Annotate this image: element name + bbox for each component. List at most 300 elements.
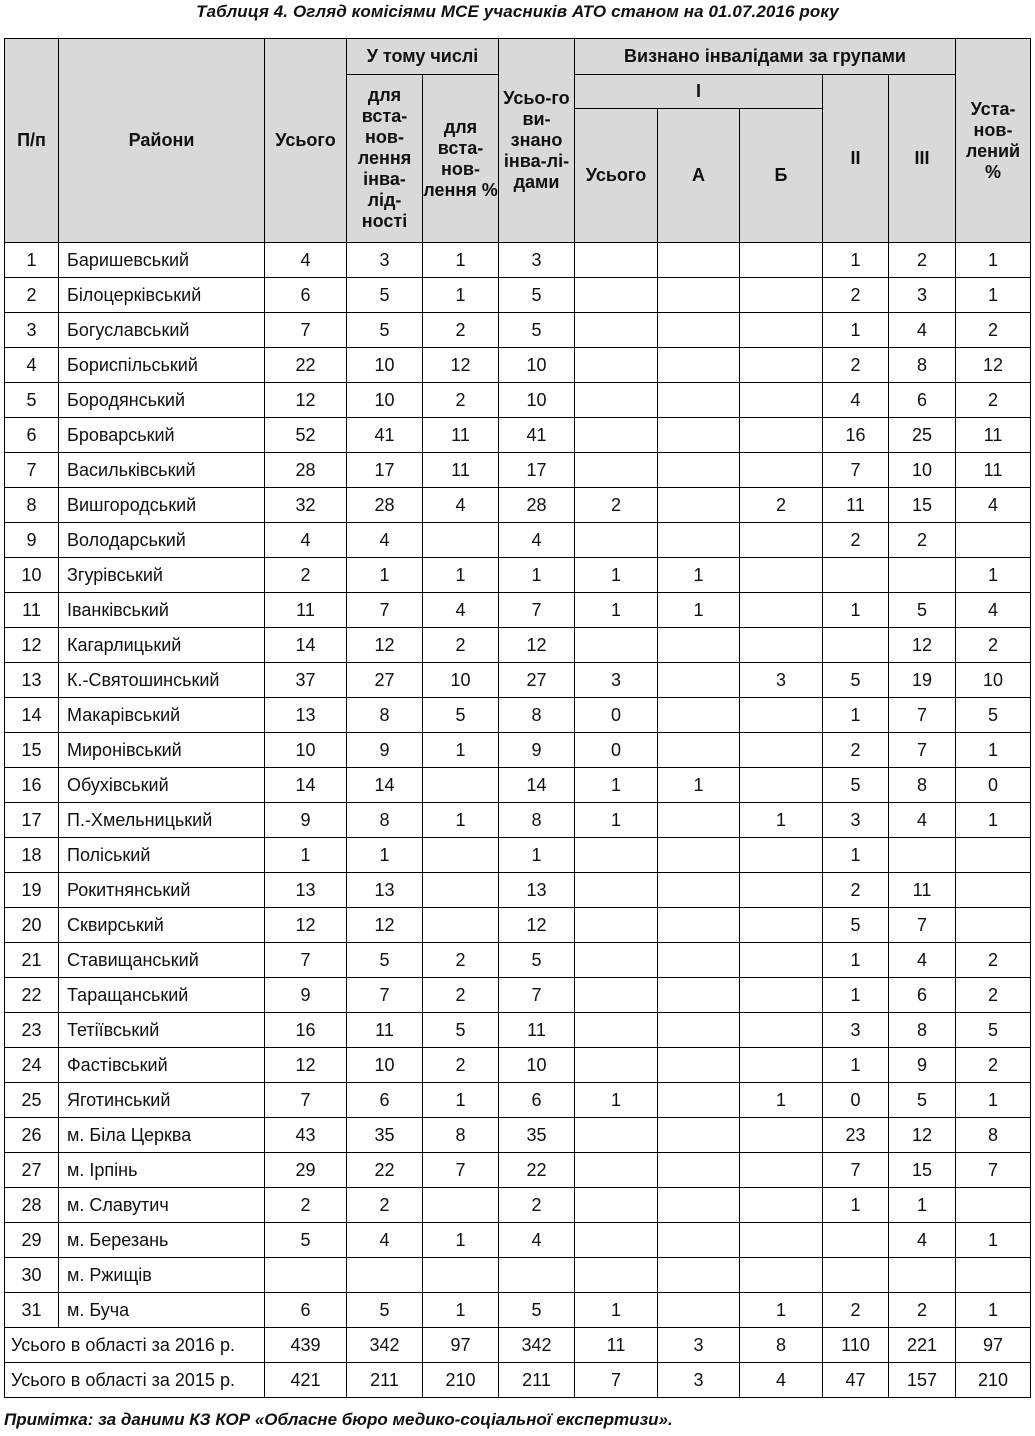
- table-cell: 7: [499, 978, 575, 1013]
- table-cell: [658, 943, 740, 978]
- table-cell: 41: [347, 418, 423, 453]
- table-cell: 15: [889, 488, 956, 523]
- table-cell: [823, 628, 889, 663]
- table-cell: [740, 733, 823, 768]
- table-cell: [575, 908, 658, 943]
- table-cell: [658, 803, 740, 838]
- table-cell: [956, 908, 1031, 943]
- table-cell: 37: [265, 663, 347, 698]
- table-cell: 2: [347, 1188, 423, 1223]
- table-cell: 7: [823, 453, 889, 488]
- row-number: 15: [5, 733, 59, 768]
- table-cell: 4: [347, 1223, 423, 1258]
- district-name: Згурівський: [59, 558, 265, 593]
- table-cell: 10: [499, 348, 575, 383]
- table-cell: 10: [889, 453, 956, 488]
- table-cell: [956, 873, 1031, 908]
- table-cell: [740, 313, 823, 348]
- table-cell: 17: [499, 453, 575, 488]
- table-row: [5, 243, 1031, 278]
- table-caption: Таблиця 4. Огляд комісіями МСЕ учасників АТО станом на 01.07.2016 року: [196, 2, 839, 21]
- table-cell: 27: [499, 663, 575, 698]
- table-row: [5, 1258, 1031, 1293]
- table-cell: [575, 1013, 658, 1048]
- table-cell: [658, 523, 740, 558]
- table-cell: [575, 1258, 658, 1293]
- row-number: 1: [5, 243, 59, 278]
- district-name: Поліський: [59, 838, 265, 873]
- table-cell: [658, 1048, 740, 1083]
- table-row: [5, 418, 1031, 453]
- header-recognized: Усьо-го ви-знано інва-лі-дами: [499, 39, 575, 243]
- table-cell: [658, 453, 740, 488]
- table-cell: 12: [423, 348, 499, 383]
- table-cell: 4: [889, 313, 956, 348]
- table-cell: [658, 663, 740, 698]
- table-cell: 4: [889, 803, 956, 838]
- table-cell: 1: [423, 558, 499, 593]
- table-row: [5, 1223, 1031, 1258]
- table-cell: 8: [347, 803, 423, 838]
- table-cell: 28: [265, 453, 347, 488]
- table-cell: 1: [740, 803, 823, 838]
- table-cell: 10: [265, 733, 347, 768]
- header-established-pct: Уста-нов-лений %: [956, 39, 1031, 243]
- table-cell: 7: [575, 1363, 658, 1398]
- table-cell: 97: [956, 1328, 1031, 1363]
- header-group-1: I: [575, 75, 823, 109]
- table-cell: 1: [956, 1223, 1031, 1258]
- table-cell: 5: [956, 1013, 1031, 1048]
- table-cell: 5: [347, 313, 423, 348]
- table-cell: [740, 978, 823, 1013]
- table-cell: 97: [423, 1328, 499, 1363]
- row-number: 23: [5, 1013, 59, 1048]
- table-cell: 2: [423, 943, 499, 978]
- row-number: 6: [5, 418, 59, 453]
- row-number: 14: [5, 698, 59, 733]
- header-group-1-total: Усього: [575, 109, 658, 243]
- table-cell: 16: [265, 1013, 347, 1048]
- table-cell: [658, 243, 740, 278]
- table-cell: [740, 453, 823, 488]
- table-cell: 23: [823, 1118, 889, 1153]
- table-cell: 1: [499, 838, 575, 873]
- table-cell: 1: [740, 1083, 823, 1118]
- table-cell: [265, 1258, 347, 1293]
- table-cell: 5: [823, 663, 889, 698]
- table-cell: 1: [889, 1188, 956, 1223]
- row-number: 17: [5, 803, 59, 838]
- row-number: 10: [5, 558, 59, 593]
- row-number: 26: [5, 1118, 59, 1153]
- table-cell: [658, 1258, 740, 1293]
- table-cell: [423, 908, 499, 943]
- table-cell: 6: [499, 1083, 575, 1118]
- table-cell: 1: [658, 593, 740, 628]
- table-cell: 13: [499, 873, 575, 908]
- totals-row: [5, 1363, 1031, 1398]
- table-cell: [658, 908, 740, 943]
- row-number: 25: [5, 1083, 59, 1118]
- table-cell: 35: [347, 1118, 423, 1153]
- table-cell: 2: [823, 873, 889, 908]
- table-cell: 4: [265, 523, 347, 558]
- table-cell: 27: [347, 663, 423, 698]
- table-cell: 1: [423, 278, 499, 313]
- table-cell: [740, 523, 823, 558]
- table-cell: [575, 278, 658, 313]
- table-cell: [575, 1153, 658, 1188]
- table-cell: 52: [265, 418, 347, 453]
- table-cell: 4: [499, 1223, 575, 1258]
- table-row: [5, 1153, 1031, 1188]
- table-cell: 1: [956, 803, 1031, 838]
- header-for-disability: для вста-нов-лення інва-лід-ності: [347, 75, 423, 243]
- table-row: [5, 1048, 1031, 1083]
- table-cell: [423, 838, 499, 873]
- table-cell: 7: [889, 698, 956, 733]
- table-cell: 4: [423, 593, 499, 628]
- table-cell: 13: [347, 873, 423, 908]
- district-name: Баришевський: [59, 243, 265, 278]
- header-group-1-a: А: [658, 109, 740, 243]
- table-cell: 5: [423, 698, 499, 733]
- table-cell: 12: [889, 628, 956, 663]
- table-cell: 2: [423, 1048, 499, 1083]
- table-row: [5, 663, 1031, 698]
- table-cell: [423, 873, 499, 908]
- table-cell: 2: [423, 383, 499, 418]
- header-group-2: II: [823, 75, 889, 243]
- table-cell: 14: [265, 628, 347, 663]
- table-cell: 1: [575, 803, 658, 838]
- header-total: Усього: [265, 39, 347, 243]
- table-cell: 211: [499, 1363, 575, 1398]
- table-cell: 9: [499, 733, 575, 768]
- table-cell: 2: [423, 628, 499, 663]
- table-cell: [740, 698, 823, 733]
- table-cell: 5: [499, 313, 575, 348]
- table-cell: [658, 978, 740, 1013]
- table-cell: 5: [265, 1223, 347, 1258]
- table-cell: 2: [889, 243, 956, 278]
- district-name: Володарський: [59, 523, 265, 558]
- table-cell: [823, 1223, 889, 1258]
- table-cell: 0: [823, 1083, 889, 1118]
- table-cell: [889, 558, 956, 593]
- table-cell: 12: [499, 908, 575, 943]
- table-cell: [575, 243, 658, 278]
- table-cell: 1: [575, 558, 658, 593]
- table-cell: 1: [823, 313, 889, 348]
- table-cell: 29: [265, 1153, 347, 1188]
- table-cell: [658, 1223, 740, 1258]
- table-cell: 5: [823, 768, 889, 803]
- table-cell: [575, 348, 658, 383]
- table-row: [5, 873, 1031, 908]
- table-cell: [658, 1188, 740, 1223]
- table-cell: 221: [889, 1328, 956, 1363]
- table-cell: 10: [347, 1048, 423, 1083]
- table-cell: 3: [740, 663, 823, 698]
- table-cell: [347, 1258, 423, 1293]
- table-cell: 1: [575, 1083, 658, 1118]
- table-cell: 2: [956, 383, 1031, 418]
- table-cell: [575, 943, 658, 978]
- table-row: [5, 348, 1031, 383]
- header-group-3: III: [889, 75, 956, 243]
- table-cell: [658, 383, 740, 418]
- table-cell: 5: [423, 1013, 499, 1048]
- row-number: 24: [5, 1048, 59, 1083]
- table-cell: 12: [265, 383, 347, 418]
- totals-row: [5, 1328, 1031, 1363]
- table-cell: 4: [823, 383, 889, 418]
- table-cell: 9: [265, 978, 347, 1013]
- table-row: [5, 698, 1031, 733]
- table-cell: 1: [423, 243, 499, 278]
- table-cell: [658, 628, 740, 663]
- table-cell: 8: [347, 698, 423, 733]
- table-cell: [740, 558, 823, 593]
- ato-mse-table: [4, 38, 1031, 1398]
- district-name: Сквирський: [59, 908, 265, 943]
- table-cell: [658, 488, 740, 523]
- table-cell: 1: [956, 558, 1031, 593]
- table-cell: [889, 1258, 956, 1293]
- table-cell: 8: [740, 1328, 823, 1363]
- district-name: Кагарлицький: [59, 628, 265, 663]
- table-cell: 1: [956, 1293, 1031, 1328]
- table-cell: 35: [499, 1118, 575, 1153]
- table-cell: 211: [347, 1363, 423, 1398]
- table-cell: [740, 908, 823, 943]
- district-name: П.-Хмельницький: [59, 803, 265, 838]
- table-cell: [740, 628, 823, 663]
- table-cell: 9: [347, 733, 423, 768]
- table-cell: 7: [265, 313, 347, 348]
- table-cell: 0: [956, 768, 1031, 803]
- table-cell: [956, 1258, 1031, 1293]
- table-cell: 2: [499, 1188, 575, 1223]
- table-cell: [740, 278, 823, 313]
- row-number: 30: [5, 1258, 59, 1293]
- table-cell: 10: [423, 663, 499, 698]
- table-row: [5, 908, 1031, 943]
- table-cell: [658, 418, 740, 453]
- row-number: 29: [5, 1223, 59, 1258]
- table-cell: [956, 523, 1031, 558]
- table-cell: 4: [265, 243, 347, 278]
- table-cell: 7: [265, 943, 347, 978]
- table-cell: 12: [347, 628, 423, 663]
- row-number: 5: [5, 383, 59, 418]
- table-cell: 14: [499, 768, 575, 803]
- table-cell: 4: [347, 523, 423, 558]
- table-cell: 6: [889, 383, 956, 418]
- table-cell: 10: [499, 383, 575, 418]
- table-cell: [658, 348, 740, 383]
- row-number: 12: [5, 628, 59, 663]
- table-cell: [575, 1188, 658, 1223]
- table-cell: 1: [956, 278, 1031, 313]
- table-cell: [423, 1258, 499, 1293]
- table-cell: 2: [956, 1048, 1031, 1083]
- district-name: Броварський: [59, 418, 265, 453]
- table-cell: 157: [889, 1363, 956, 1398]
- table-cell: 1: [423, 803, 499, 838]
- table-cell: 11: [347, 1013, 423, 1048]
- table-cell: 43: [265, 1118, 347, 1153]
- table-cell: [740, 1188, 823, 1223]
- table-cell: 10: [499, 1048, 575, 1083]
- table-cell: [423, 523, 499, 558]
- row-number: 11: [5, 593, 59, 628]
- table-cell: 11: [499, 1013, 575, 1048]
- table-cell: 439: [265, 1328, 347, 1363]
- table-cell: [956, 1188, 1031, 1223]
- table-cell: [740, 243, 823, 278]
- district-name: К.-Святошинський: [59, 663, 265, 698]
- header-pp: П/п: [5, 39, 59, 243]
- table-cell: 342: [499, 1328, 575, 1363]
- table-cell: 6: [347, 1083, 423, 1118]
- table-cell: 7: [956, 1153, 1031, 1188]
- table-cell: 8: [499, 698, 575, 733]
- table-cell: 7: [347, 593, 423, 628]
- district-name: Макарівський: [59, 698, 265, 733]
- table-cell: 4: [423, 488, 499, 523]
- table-cell: 1: [740, 1293, 823, 1328]
- district-name: Бородянський: [59, 383, 265, 418]
- table-cell: 1: [823, 978, 889, 1013]
- table-cell: 1: [347, 838, 423, 873]
- table-cell: 5: [499, 1293, 575, 1328]
- table-cell: 1: [956, 243, 1031, 278]
- table-cell: [740, 348, 823, 383]
- table-cell: [889, 838, 956, 873]
- table-cell: 7: [499, 593, 575, 628]
- district-name: Обухівський: [59, 768, 265, 803]
- table-cell: [658, 733, 740, 768]
- table-cell: 421: [265, 1363, 347, 1398]
- table-cell: 1: [823, 698, 889, 733]
- table-cell: 12: [347, 908, 423, 943]
- table-row: [5, 1118, 1031, 1153]
- table-cell: [575, 453, 658, 488]
- row-number: 22: [5, 978, 59, 1013]
- table-cell: 210: [956, 1363, 1031, 1398]
- row-number: 28: [5, 1188, 59, 1223]
- table-row: [5, 1293, 1031, 1328]
- district-name: м. Біла Церква: [59, 1118, 265, 1153]
- district-name: Таращанський: [59, 978, 265, 1013]
- table-cell: 7: [423, 1153, 499, 1188]
- table-cell: 17: [347, 453, 423, 488]
- table-cell: 5: [823, 908, 889, 943]
- table-cell: 6: [265, 1293, 347, 1328]
- table-cell: 4: [889, 1223, 956, 1258]
- table-cell: [740, 1223, 823, 1258]
- table-cell: 5: [499, 278, 575, 313]
- table-cell: [740, 943, 823, 978]
- table-cell: 1: [575, 768, 658, 803]
- table-cell: 4: [956, 593, 1031, 628]
- table-cell: 10: [347, 383, 423, 418]
- table-cell: 32: [265, 488, 347, 523]
- table-cell: 11: [889, 873, 956, 908]
- table-cell: 1: [823, 593, 889, 628]
- table-cell: [575, 418, 658, 453]
- table-cell: 11: [423, 418, 499, 453]
- table-cell: 7: [889, 733, 956, 768]
- table-row: [5, 628, 1031, 663]
- table-cell: [658, 873, 740, 908]
- row-number: 16: [5, 768, 59, 803]
- table-cell: 8: [889, 1013, 956, 1048]
- table-cell: 1: [423, 733, 499, 768]
- table-cell: 5: [347, 1293, 423, 1328]
- table-cell: 22: [347, 1153, 423, 1188]
- table-cell: 13: [265, 873, 347, 908]
- table-cell: [575, 523, 658, 558]
- table-cell: 2: [823, 1293, 889, 1328]
- table-cell: 11: [956, 418, 1031, 453]
- row-number: 13: [5, 663, 59, 698]
- table-cell: 1: [423, 1083, 499, 1118]
- table-cell: 2: [823, 278, 889, 313]
- row-number: 19: [5, 873, 59, 908]
- table-cell: 12: [265, 908, 347, 943]
- table-row: [5, 558, 1031, 593]
- table-cell: 0: [575, 733, 658, 768]
- table-cell: 2: [740, 488, 823, 523]
- table-cell: 10: [956, 663, 1031, 698]
- table-cell: [823, 1258, 889, 1293]
- table-cell: 1: [956, 733, 1031, 768]
- district-name: Бориспільський: [59, 348, 265, 383]
- district-name: м. Ірпінь: [59, 1153, 265, 1188]
- table-row: [5, 1083, 1031, 1118]
- table-cell: 8: [499, 803, 575, 838]
- table-cell: 1: [823, 243, 889, 278]
- table-cell: 11: [823, 488, 889, 523]
- district-name: м. Ржищів: [59, 1258, 265, 1293]
- table-cell: 14: [265, 768, 347, 803]
- totals-label: Усього в області за 2015 р.: [5, 1363, 265, 1398]
- table-cell: 4: [740, 1363, 823, 1398]
- table-cell: 5: [889, 1083, 956, 1118]
- table-cell: 3: [889, 278, 956, 313]
- table-cell: [658, 1083, 740, 1118]
- table-cell: 47: [823, 1363, 889, 1398]
- table-cell: [658, 278, 740, 313]
- row-number: 31: [5, 1293, 59, 1328]
- table-cell: 342: [347, 1328, 423, 1363]
- table-cell: 8: [889, 348, 956, 383]
- table-cell: [575, 873, 658, 908]
- table-row: [5, 453, 1031, 488]
- row-number: 21: [5, 943, 59, 978]
- table-cell: 1: [575, 1293, 658, 1328]
- table-cell: 12: [499, 628, 575, 663]
- table-cell: [740, 1048, 823, 1083]
- table-cell: 6: [889, 978, 956, 1013]
- table-row: [5, 1188, 1031, 1223]
- row-number: 9: [5, 523, 59, 558]
- table-cell: [575, 978, 658, 1013]
